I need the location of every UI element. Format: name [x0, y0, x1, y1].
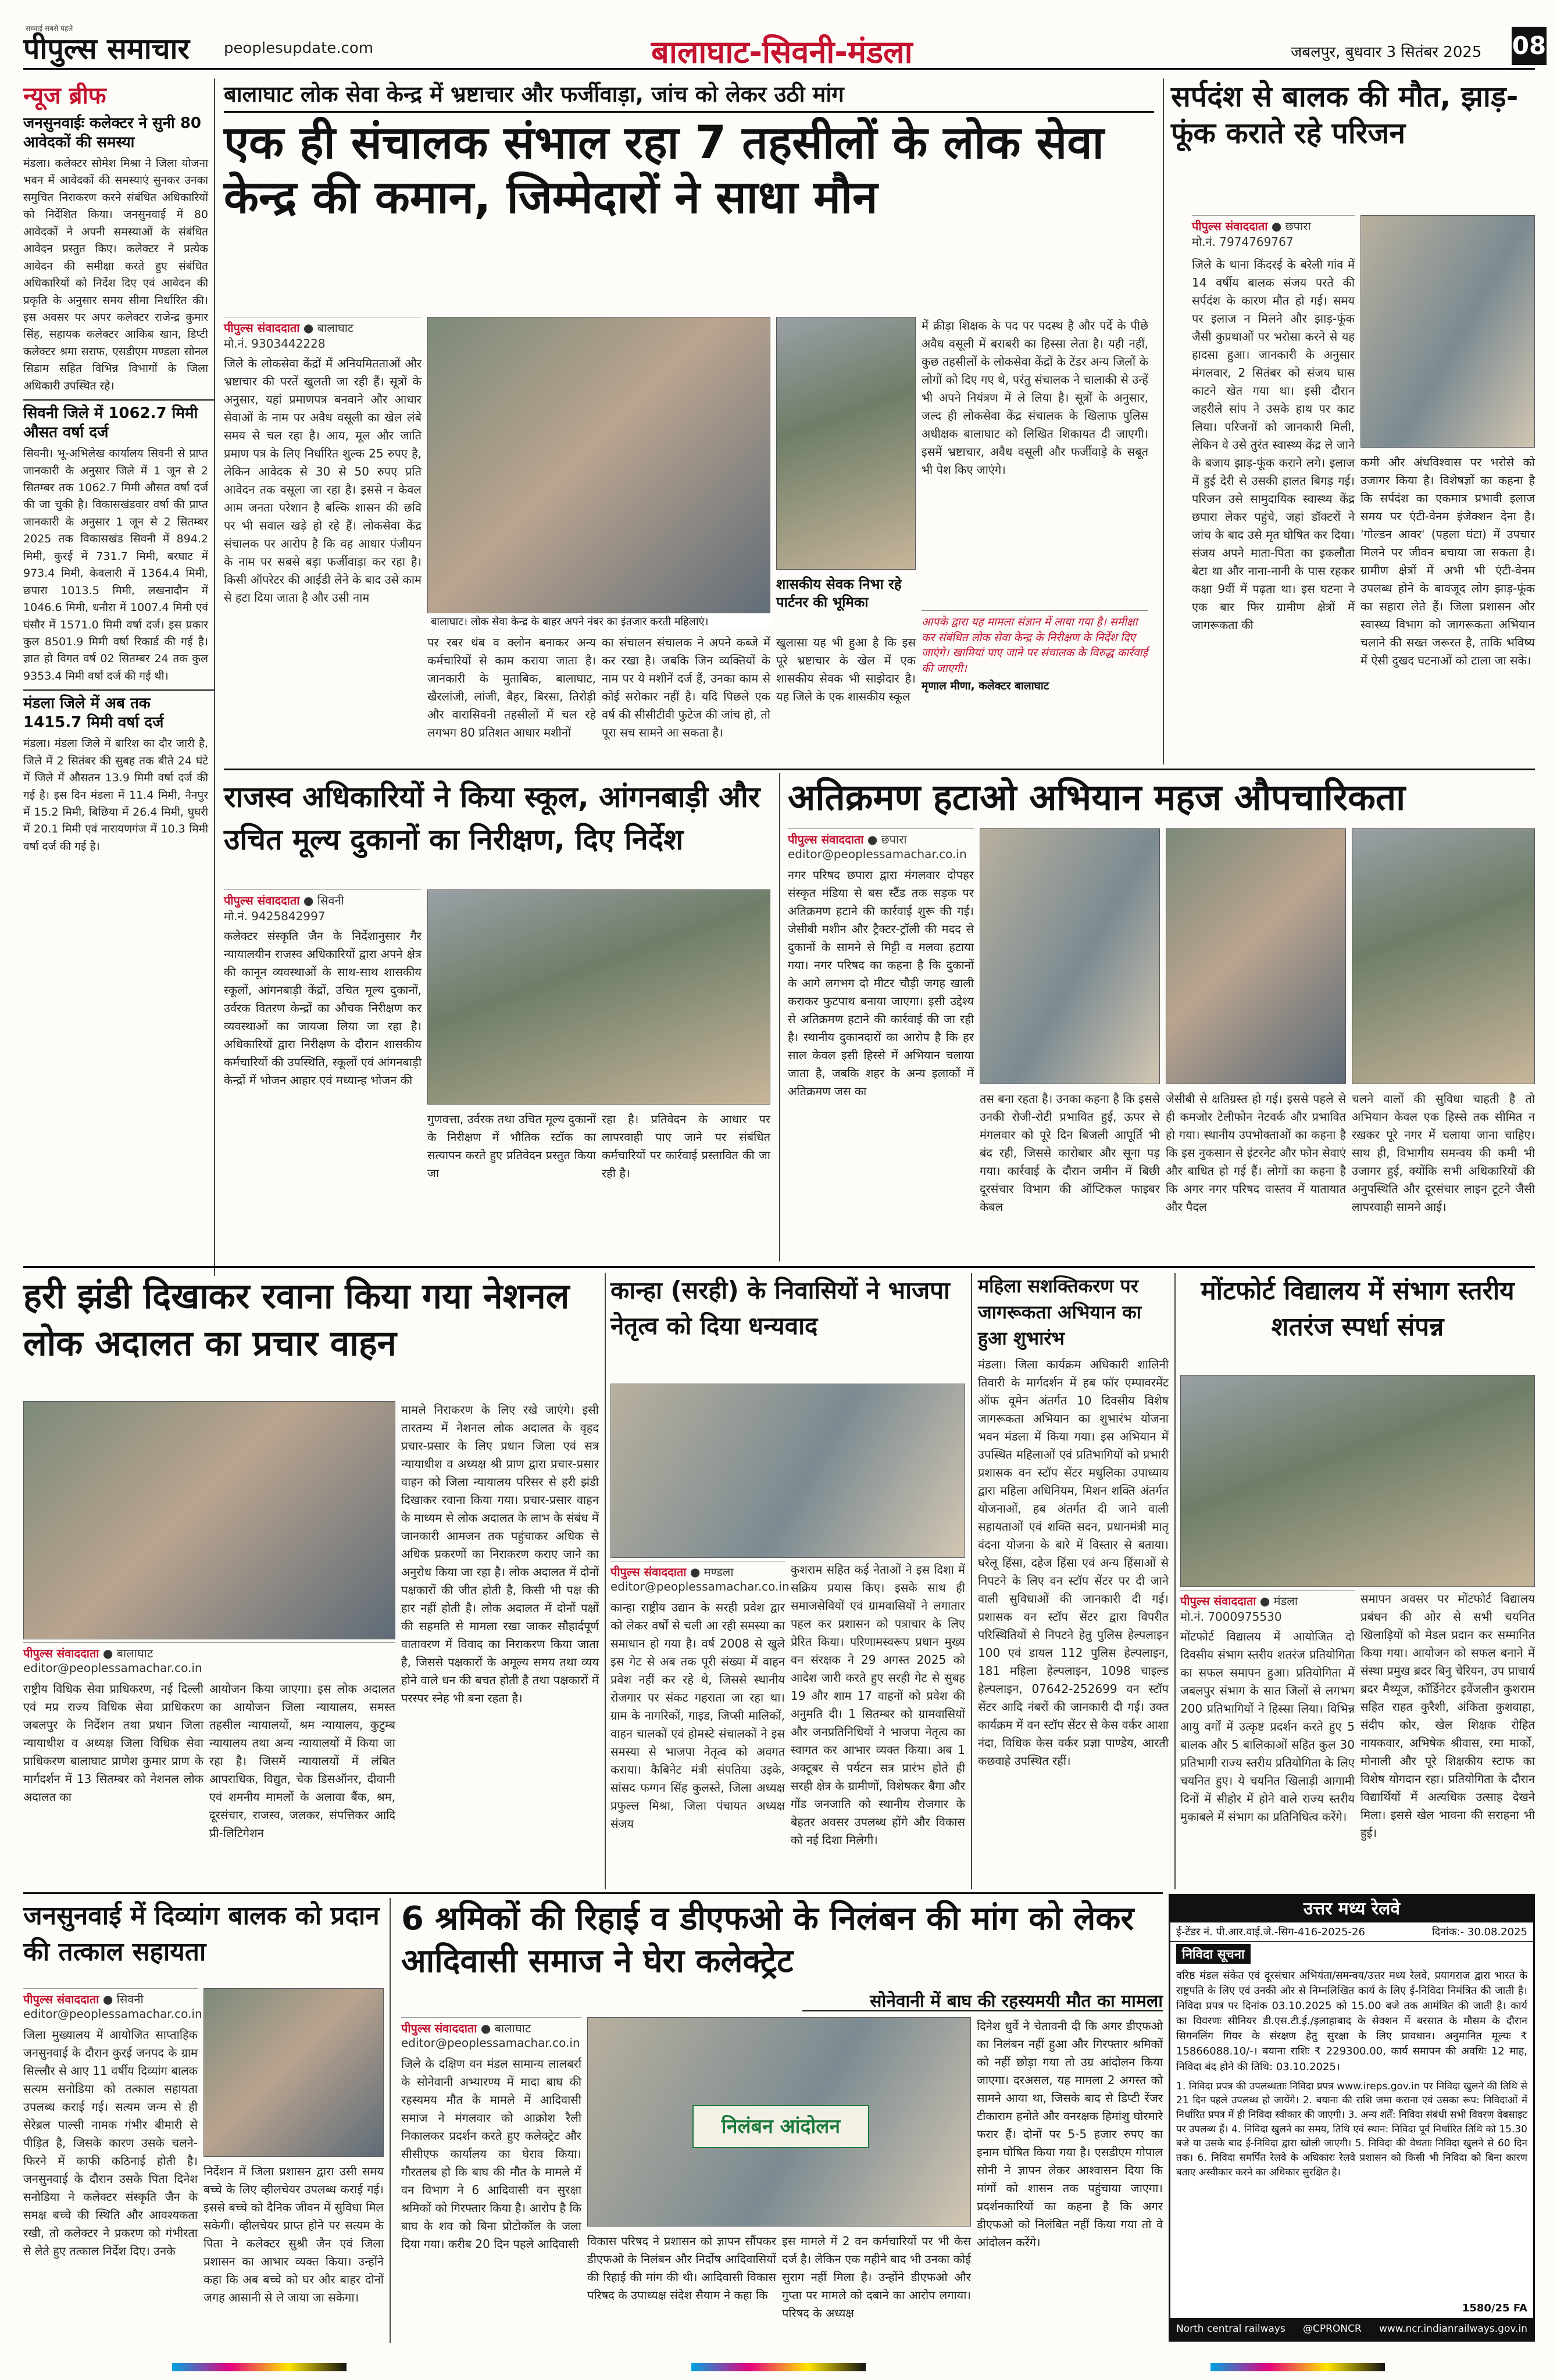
- kanha-col-1: कान्हा राष्ट्रीय उद्यान के सरही प्रवेश द्वार को लेकर वर्षों से चली आ रही समस्या का समाधान हो गया है। वर्ष 2008 से खुले इस गेट से अब तक पूरी संख्या में वाहन प्रवेश नहीं कर रहे थे, जिससे स्थानीय रोजगार पर संकट गहराता जा रहा था। ग्राम के नागरिकों, गाइड, जिप्सी मालिकों, वाहन चालकों एवं होमस्टे संचालकों ने इस समस्या से भाजपा नेतृत्व को अवगत कराया। कैबिनेट मंत्री संपतिया उइके, सांसद फग्गन सिंह कुलस्ते, जिला अध्यक्ष प्रफुल्ल मिश्रा, जिला पंचायत अध्यक्ष संजय: [610, 1600, 785, 1831]
- tribal-banner: निलंबन आंदोलन: [692, 2105, 869, 2148]
- railway-tender-ad: [1169, 1894, 1535, 2342]
- lead-col-1: जिले के लोकसेवा केंद्रों में अनियमितताओं और भ्रष्टाचार की परतें खुलती जा रही हैं। सूत्रों के अनुसार, यहां प्रमाणपत्र बनवाने और आधार सेवाओं के नाम पर अवैध वसूली का खेल लंबे समय से चल रहा है। आय, मूल और जाति प्रमाण पत्र के लिए निर्धारित शुल्क 25 रुपए है, लेकिन आवेदक से 30 से 50 रुपए प्रति आवेदन तक वसूला जा रहा है। इससे न केवल आम जनता परेशान है बल्कि शासन की छवि पर भी सवाल खड़े हो रहे हैं। लोकसेवा केंद्र संचालक पर आरोप है कि वह आधार पंजीयन के नाम पर सबसे बड़ा फर्जीवाड़ा कर रहा है। किसी ऑपरेटर की आईडी लेने के बाद उसे काम से हटा दिया जाता है और उसी नाम: [224, 356, 422, 605]
- revenue-headline: राजस्व अधिकारियों ने किया स्कूल, आंगनबाड़ी और उचित मूल्य दुकानों का निरीक्षण, दिए निर्देश: [224, 780, 760, 856]
- encroachment-col-2: तस बना रहता है। उनका कहना है कि इससे उनकी रोजी-रोटी प्रभावित हुई, ऊपर से मंगलवार को पूरे दिन बिजली आपूर्ति भी बंद रही, जिससे कारोबार और सूना पड़ गया। कार्रवाई के दौरान जमीन में बिछी दूरसंचार विभाग की ऑप्टिकल फाइबर केबल: [980, 1092, 1160, 1214]
- railway-ad-body-2: 1. निविदा प्रपत्र की उपलब्धताः निविदा प्रपत्र www.ireps.gov.in पर निविदा खुलने की तिथि से 21 दिन पहले उपलब्ध हो जायेंगे। 2. बयाना की राशि जमा कराना एवं उसका रूप: निविदाओं में निर्धारित प्रपत्र में ही निविदा स्वीकार की जाएगी। 3. अन्य शर्तें: निविदा संबंधी सभी विवरण वेबसाइट पर उपलब्ध हैं। 4. निविदा खुलने का समय, तिथि एवं स्थान: निविदा पूर्व निर्धारित तिथि को 15.30 बजे या उसके बाद ई-निविदा द्वारा खोली जाएगी। 5. निविदा की वैधताः निविदा खुलने से 60 दिन तक। 6. निविदा समर्पित रेलवे के अधिकारः रेलवे प्रशासन को किसी भी निविदा को बिना कारण बताए अस्वीकार करने का अधिकार सुरक्षित है।: [1176, 2080, 1528, 2178]
- color-strip-2: [691, 2363, 866, 2371]
- lead-photo-caption: बालाघाट। लोक सेवा केन्द्र के बाहर अपने नंबर का इंतजार करती महिलाएं।: [427, 613, 770, 628]
- divider-3: [23, 1892, 1163, 1894]
- tribal-col-4: दिनेश धुर्वे ने चेतावनी दी कि अगर डीएफओ का निलंबन नहीं हुआ और गिरफ्तार श्रमिकों को नहीं छोड़ा गया तो उग्र आंदोलन किया जाएगा। दरअसल, यह मामला 2 अगस्त को सामने आया था, जिसके बाद से डिप्टी रेंजर टीकाराम हनोते और वनरक्षक हिमांशु घोरमारे फरार हैं। दोनों पर 5-5 हजार रुपए का इनाम घोषित किया गया है। एसडीएम गोपाल सोनी ने ज्ञापन लेकर आश्वासन दिया कि मांगों को शासन तक पहुंचाया जाएगा। प्रदर्शनकारियों का कहना है कि अगर डीएफओ को निलंबित नहीं किया गया तो वे आंदोलन करेंगे।: [977, 2019, 1163, 2249]
- chess-byline-name: पीपुल्स संवाददाता: [1180, 1594, 1256, 1608]
- brief-3-text: मंडला। मंडला जिले में बारिश का दौर जारी है, जिले में 2 सितंबर की सुबह तक बीते 24 घंटे में जिले में औसतन 13.9 मिमी वर्षा दर्ज की गई है। इस दिन मंडला में 11.4 मिमी, नैनपुर में 15.2 मिमी, बिछिया में 26.4 मिमी, घुघरी में 20.1 मिमी एवं नारायणगंज में 10.3 मिमी वर्षा दर्ज की गई है।: [23, 737, 208, 853]
- lead-mobile: मो.नं. 9303442228: [224, 337, 326, 351]
- railway-ad-ref: 1580/25 FA: [1462, 2302, 1527, 2314]
- snakebite-byline-name: पीपुल्स संवाददाता: [1192, 219, 1268, 233]
- brief-2-text: सिवनी। भू-अभिलेख कार्यालय सिवनी से प्राप्त जानकारी के अनुसार जिले में 1 जून से 2 सितम्बर तक 1062.7 मिमी औसत वर्षा दर्ज की जा चुकी है। विकासखंडवार वर्षा की प्राप्त जानकारी के अनुसार 1 जून से 2 सितम्बर 2025 तक विकासखंड सिवनी में 894.2 मिमी, कुरई में 731.7 मिमी, बरघाट में 973.4 मिमी, केवलारी में 1364.4 मिमी, छपारा 1013.5 मिमी, लखनादौन में 1046.6 मिमी, धनौरा में 1007.4 मिमी एवं घंसौर में 1571.0 मिमी वर्षा दर्ज। इस प्रकार कुल 8501.9 मिमी वर्षा रिकार्ड की गई है। ज्ञात हो विगत वर्ष 02 सितम्बर 24 तक कुल 9353.4 मिमी वर्षा दर्ज की गई थी।: [23, 447, 208, 682]
- lok-adalat-photo: [23, 1401, 395, 1639]
- lead-byline-name: पीपुल्स संवाददाता: [224, 321, 300, 335]
- women-text: मंडला। जिला कार्यक्रम अधिकारी शालिनी तिवारी के मार्गदर्शन में हब फॉर एम्पावरमेंट ऑफ वूमेन अंतर्गत 10 दिवसीय विशेष जागरूकता अभियान का शुभारंभ योजना भवन मंडला में किया गया। इस अभियान में उपस्थित महिलाओं एवं प्रतिभागियों को प्रभारी प्रशासक वन स्टॉप सेंटर मधुलिका उपाध्याय द्वारा महिला अधिनियम, मिशन शक्ति अंतर्गत योजनाओं, हब अंतर्गत दी जाने वाली सहायताओं एवं शक्ति सदन, प्रधानमंत्री मातृ वंदना योजना के बारे में विस्तार से बताया। घरेलू हिंसा, दहेज हिंसा एवं अन्य हिंसाओं से निपटने के लिए वन स्टॉप सेंटर पर दी जाने वाली सुविधाओं की जानकारी दी गई। प्रशासक वन स्टॉप सेंटर द्वारा विपरीत परिस्थितियों से निपटने हेतु पुलिस हेल्पलाइन 100 एवं डायल 112 पुलिस हेल्पलाइन, 181 महिला हेल्पलाइन, 1098 चाइल्ड हेल्पलाइन, 07642-252699 वन स्टॉप सेंटर आदि नंबरों की जानकारी दी गई। उक्त कार्यक्रम में वन स्टॉप सेंटर से केस वर्कर आशा नंदा, विधिक केस वर्कर प्रज्ञा पाण्डेय, आरती कछवाहे उपस्थित रहीं।: [978, 1357, 1169, 1768]
- tribal-place: बालाघाट: [494, 2021, 531, 2035]
- lead-byline: पीपुल्स संवाददाता ● बालाघाट मो.नं. 9303442228: [224, 317, 422, 352]
- lead-place: बालाघाट: [317, 321, 354, 335]
- railway-ad-header: उत्तर मध्य रेलवे: [1170, 1896, 1533, 1922]
- divider-1: [224, 769, 1535, 770]
- color-strip-1: [172, 2363, 347, 2371]
- lead-subhead: शासकीय सेवक निभा रहे पार्टनर की भूमिका: [776, 576, 902, 611]
- kanha-place: मण्डला: [703, 1565, 734, 1579]
- lead-col-4: खुलासा यह भी हुआ है कि इस पूरे भ्रष्टाचार के खेल में एक शासकीय सेवक भी साझेदार है। यह जिले के एक शासकीय स्कूल: [776, 635, 916, 703]
- revenue-byline: पीपुल्स संवाददाता ● सिवनी मो.नं. 9425842997: [224, 889, 422, 924]
- railway-notice-title: निविदा सूचना: [1176, 1944, 1251, 1964]
- brief-2-title: सिवनी जिले में 1062.7 मिमी औसत वर्षा दर्ज: [23, 399, 214, 442]
- masthead: [23, 23, 1547, 70]
- lok-adalat-byline-name: पीपुल्स संवाददाता: [23, 1646, 99, 1660]
- kanha-byline: पीपुल्स संवाददाता ● मण्डला editor@peoplessamachar.co.in: [610, 1561, 785, 1596]
- revenue-col-2: गुणवत्ता, उर्वरक तथा उचित मूल्य दुकानों के निरीक्षण में भौतिक स्टॉक का सत्यापन करते हुए प्रतिवेदन प्रस्तुत किया जा: [427, 1112, 596, 1180]
- tribal-col-3: इस मामले में 2 वन कर्मचारियों पर भी केस दर्ज है। लेकिन एक महीने बाद भी उनका कोई सुराग नहीं मिला है। उन्होंने डीएफओ और गुप्ता पर मामले को दबाने का आरोप लगाया। परिषद के अध्यक्ष: [782, 2234, 971, 2320]
- railway-footer-left: North central railways: [1176, 2323, 1285, 2335]
- snakebite-byline: पीपुल्स संवाददाता ● छपारा मो.नं. 7974769767: [1192, 215, 1355, 250]
- tribal-byline-name: पीपुल्स संवाददाता: [401, 2021, 477, 2035]
- snakebite-col-1: जिले के थाना किंदरई के बरेली गांव में 14 वर्षीय बालक संजय परते की सर्पदंश के कारण मौत हो गई। समय पर इलाज न मिलने और झाड़-फूंक जैसी कुप्रथाओं पर भरोसा करने से यह हादसा हुआ। जानकारी के अनुसार मंगलवार, 2 सितंबर को संजय घास काटने खेत गया था। इसी दौरान जहरीले सांप ने उसके हाथ पर काट लिया। परिजनों को जानकारी मिली, लेकिन वे उसे तुरंत स्वास्थ्य केंद्र ले जाने के बजाय झाड़-फूंक कराने लगे। इलाज में हुई देरी से उसकी हालत बिगड़ गई। परिजन उसे सामुदायिक स्वास्थ्य केंद्र छपारा लेकर पहुंचे, जहां डॉक्टरों ने जांच के बाद उसे मृत घोषित कर दिया। संजय अपने माता-पिता का इकलौता बेटा था और नाना-नानी के पास रहकर कक्षा 9वीं में पढ़ता था। इस घटना ने एक बार फिर ग्रामीण क्षेत्रों में जागरूकता की: [1192, 258, 1355, 632]
- lead-quote-by: मृणाल मीणा, कलेक्टर बालाघाट: [922, 680, 1049, 693]
- railway-footer-right[interactable]: www.ncr.indianrailways.gov.in: [1379, 2323, 1527, 2335]
- kanha-col-2: कुशराम सहित कई नेताओं ने इस दिशा में सक्रिय प्रयास किए। इसके साथ ही समाजसेवियों एवं ग्रामवासियों ने लगातार पहल कर प्रशासन को पत्राचार के लिए प्रेरित किया। परिणामस्वरूप प्रधान मुख्य वन संरक्षक ने 29 अगस्त 2025 को आदेश जारी करते हुए सरही गेट से सुबह 19 और शाम 17 वाहनों को प्रवेश की अनुमति दी। 1 सितम्बर को ग्रामवासियों और जनप्रतिनिधियों ने भाजपा नेतृत्व का स्वागत कर आभार व्यक्त किया। अब 1 अक्टूबर से पर्यटन सत्र प्रारंभ होते ही सरही क्षेत्र के ग्रामीणों, विशेषकर बैगा और गोंड जनजाति को स्थानीय रोजगार के बेहतर अवसर उपलब्ध होंगे और विकास को नई दिशा मिलेगी।: [791, 1563, 965, 1847]
- lead-col-5: में क्रीड़ा शिक्षक के पद पर पदस्थ है और पर्दे के पीछे अवैध वसूली में बराबरी का हिस्सा लेता है। यही नहीं, कुछ तहसीलों के लोकसेवा केंद्रों के टेंडर अन्य जिलों के लोगों को दिए गए थे, परंतु संचालक ने चालाकी से उन्हें भी अपने नियंत्रण में ले लिया है। सूत्रों के अनुसार, जल्द ही लोकसेवा केंद्र संचालक के खिलाफ पुलिस अधीक्षक बालाघाट को लिखित शिकायत दी जाएगी। इसमें भ्रष्टाचार, अवैध वसूली और फर्जीवाड़े के सबूत भी पेश किए जाएंगे।: [922, 319, 1148, 477]
- encroachment-col-3: जेसीबी से क्षतिग्रस्त हो गई। इससे पहले से ही कमजोर टेलीफोन नेटवर्क और प्रभावित हो गया। स्थानीय उपभोक्ताओं का कहना है कि इस नुकसान से इंटरनेट और फोन सेवाएं और बाधित हो गई हैं। लोगों का कहना है कि अगर नगर परिषद वास्तव में यातायात और पैदल: [1166, 1092, 1346, 1214]
- divyang-byline-name: पीपुल्स संवाददाता: [23, 1992, 99, 2006]
- lok-adalat-email[interactable]: editor@peoplessamachar.co.in: [23, 1661, 202, 1675]
- chess-col-2: समापन अवसर पर मोंटफोर्ट विद्यालय प्रबंधन की ओर से सभी चयनित खिलाड़ियों को मेडल प्रदान कर सम्मानित किया गया। आयोजन को सफल बनाने में संस्था प्रमुख ब्रदर बिनु चेरियन, उप प्राचार्य ब्रदर मैथ्यूज, कॉर्डिनेटर इवेंजलीन कुशराम सहित राहत कुरैशी, अंकिता कुशवाहा, संदीप कोर, खेल शिक्षक रोहित नायकवार, अभिषेक श्रीवास, रमा मार्को, मोनाली और पूरे शिक्षकीय स्टाफ का विशेष योगदान रहा। प्रतियोगिता के दौरान विद्यार्थियों में अत्यधिक उत्साह देखने मिला। इससे खेल भावना की सराहना भी हुई।: [1360, 1592, 1535, 1840]
- encroachment-place: छपारा: [881, 832, 907, 846]
- tribal-email[interactable]: editor@peoplessamachar.co.in: [401, 2036, 580, 2050]
- lok-adalat-col-2: मामले निराकरण के लिए रखे जाएंगे। इसी तारतम्य में नेशनल लोक अदालत के वृहद प्रचार-प्रसार के लिए प्रधान जिला एवं सत्र न्यायाधीश व अध्यक्ष श्री प्राण द्वारा प्रचार-प्रसार वाहन को जिला न्यायालय परिसर से हरी झंडी दिखाकर रवाना किया गया। प्रचार-प्रसार वाहन के माध्यम से लोक अदालत के लाभ के संबंध में जानकारी आमजन तक पहुंचाकर अधिक से अधिक प्रकरणों का निराकरण कराए जाने का अनुरोध किया जा रहा है। लोक अदालत में दोनों पक्षकारों की जीत होती है, किसी भी पक्ष की हार नहीं होती है। लोक अदालत में दोनों पक्षों की सहमति से मामला रखा जाकर सौहार्दपूर्ण वातावरण में विवाद का निराकरण किया जाता है, जिससे पक्षकारों के अमूल्य समय तथा व्यय होने वाले धन की बचत होती है तथा पक्षकारों में परस्पर स्नेह भी बना रहता है।: [401, 1403, 599, 1705]
- newspaper-logo: पीपुल्स समाचार: [23, 32, 190, 66]
- chess-mobile: मो.नं. 7000975530: [1180, 1610, 1282, 1624]
- encroachment-headline: अतिक्रमण हटाओ अभियान महज औपचारिकता: [788, 776, 1406, 819]
- lead-col-2: पर रबर थंब व क्लोन बनाकर अन्य कर्मचारियों से काम कराया जाता है। जानकारी के मुताबिक, बालाघाट, खैरलांजी, लांजी, बैहर, बिरसा, तिरोड़ी और वारासिवनी तहसीलों में चल रहे लगभग 80 प्रतिशत आधार मशीनों: [427, 635, 596, 739]
- news-brief-column: [23, 78, 215, 1276]
- tribal-col-2: विकास परिषद ने प्रशासन को ज्ञापन सौंपकर डीएफओ के निलंबन और निर्दोष आदिवासियों की रिहाई की मांग की थी। आदिवासी विकास परिषद के उपाध्यक्ष संदेश सैयाम ने कहा कि: [587, 2234, 776, 2302]
- revenue-col-1: कलेक्टर संस्कृति जैन के निर्देशानुसार गैर न्यायालयीन राजस्व अधिकारियों द्वारा अपने क्षेत्र की कानून व्यवस्थाओं के साथ-साथ शासकीय स्कूलों, आंगनबाड़ी केंद्रों, उचित मूल्य दुकानों, उर्वरक वितरण केन्द्रों का औचक निरीक्षण कर व्यवस्थाओं का जायजा लिया जा रहा है। अधिकारियों द्वारा निरीक्षण के दौरान शासकीय कर्मचारियों की उपस्थिति, स्कूलों एवं आंगनबाड़ी केन्द्रों में भोजन आहार एवं मध्यान्ह भोजन की: [224, 929, 422, 1087]
- snakebite-col-2: कमी और अंधविश्वास पर भरोसे को उजागर किया है। विशेषज्ञों का कहना है कि सर्पदंश का एकमात्र प्रभावी इलाज समय पर एंटी-वेनम इंजेक्शन देना है। 'गोल्डन आवर' (पहला घंटा) में उपचार मिलने पर जीवन बचाया जा सकता है। ग्रामीण क्षेत्रों में अभी भी एंटी-वेनम उपलब्ध होने के बावजूद लोग झाड़-फूंक का सहारा लेते हैं। जिला प्रशासन और स्वास्थ्य विभाग को जागरूकता अभियान चलाने की सख्त जरूरत है, ताकि भविष्य में ऐसी दुखद घटनाओं को टाला जा सके।: [1360, 455, 1535, 667]
- lok-adalat-col-3: आयोजन किया जाएगा। इस लोक अदालत का आयोजन जिला न्यायालय, समस्त तहसील न्यायालयों, श्रम न्यायालय, कुटुम्ब न्यायालय तथा अन्य न्यायालयों में किया जा रहा है। जिसमें न्यायालयों में लंबित आपराधिक, विद्युत, चेक डिसऑनर, दीवानी एवं शमनीय मामलों के अलावा बैंक, श्रम, दूरसंचार, राजस्व, जलकर, संपत्तिकर आदि प्री-लिटिगेशन: [209, 1682, 395, 1840]
- lok-adalat-headline: हरी झंडी दिखाकर रवाना किया गया नेशनल लोक अदालत का प्रचार वाहन: [23, 1276, 570, 1364]
- dateline: जबलपुर, बुधवार 3 सितंबर 2025: [1291, 44, 1482, 61]
- chess-headline: मोंटफोर्ट विद्यालय में संभाग स्तरीय शतरंज स्पर्धा संपन्न: [1201, 1276, 1515, 1342]
- brief-3-title: मंडला जिले में अब तक 1415.7 मिमी वर्षा दर्ज: [23, 689, 214, 732]
- snakebite-place: छपारा: [1285, 219, 1311, 233]
- divyang-byline: पीपुल्स संवाददाता ● सिवनी editor@peoplessamachar.co.in: [23, 1988, 198, 2023]
- women-story: [971, 1273, 1169, 1889]
- brief-1-text: मंडला। कलेक्टर सोमेश मिश्रा ने जिला योजना भवन में आवेदकों की समस्याएं सुनकर उनका समुचित निराकरण करने संबंधित अधिकारियों को निर्देशित किया। जनसुनवाई में 80 आवेदकों ने अपनी समस्याओं के संबंधित आवेदन प्रस्तुत किए। कलेक्टर ने प्रत्येक आवेदन की समीक्षा करते हुए संबंधित अधिकारियों को निर्देश दिए एवं आवेदन की प्रकृति के अनुसार समय सीमा निर्धारित की। इस अवसर पर अपर कलेक्टर राजेन्द्र कुमार सिंह, सहायक कलेक्टर आकिब खान, डिप्टी कलेक्टर श्रमा सराफ, एसडीएम मण्डला सोनल सिडाम सहित विभिन्न विभागों के जिला अधिकारी उपस्थित रहे।: [23, 157, 208, 392]
- revenue-place: सिवनी: [317, 894, 344, 907]
- color-strip-3: [1210, 2363, 1385, 2371]
- revenue-photo: [427, 889, 770, 1105]
- encroachment-byline-name: पीपुल्स संवाददाता: [788, 832, 864, 846]
- divyang-email[interactable]: editor@peoplessamachar.co.in: [23, 2007, 202, 2021]
- chess-photo: [1180, 1375, 1535, 1587]
- lead-photo: [427, 317, 770, 628]
- kanha-headline: कान्हा (सरही) के निवासियों ने भाजपा नेतृत्व को दिया धन्यवाद: [610, 1276, 950, 1340]
- encroachment-photo-1: [980, 828, 1160, 1084]
- divider-2: [23, 1266, 1535, 1268]
- chess-place: मंडला: [1273, 1594, 1298, 1608]
- divyang-photo: [203, 1988, 384, 2157]
- railway-ad-footer: [1170, 2318, 1533, 2340]
- logo-tagline: सच्चाई सबसे पहले: [26, 24, 73, 33]
- brief-1-title: जनसुनवाईः कलेक्टर ने सुनी 80 आवेदकों की समस्या: [23, 115, 201, 151]
- divyang-col-2: निर्देशन में जिला प्रशासन द्वारा उसी समय बच्चे के लिए व्हीलचेयर उपलब्ध कराई गई। इससे बच्चे को दैनिक जीवन में सुविधा मिल सकेगी। व्हीलचेयर प्राप्त होने पर सत्यम के पिता ने कलेक्टर सुश्री जैन एवं जिला प्रशासन का आभार व्यक्त किया। उन्होंने कहा कि अब बच्चे को घर और बाहर दोनों जगह आसानी से ले जाया जा सकेगा।: [203, 2164, 384, 2304]
- divyang-col-1: जिला मुख्यालय में आयोजित साप्ताहिक जनसुनवाई के दौरान कुरई जनपद के ग्राम सिल्लौर से आए 11 वर्षीय दिव्यांग बालक सत्यम सनोडिया को तत्काल सहायता उपलब्ध कराई गई। सत्यम जन्म से ही सेरेब्रल पाल्सी नामक गंभीर बीमारी से पीड़ित है, जिसके कारण उसके चलने-फिरने में काफी कठिनाई होती है। जनसुनवाई के दौरान उसके पिता दिनेश सनोडिया ने कलेक्टर संस्कृति जैन के समक्ष बच्चे की स्थिति और आवश्यकता रखी, तो कलेक्टर ने प्रकरण को गंभीरता से लेते हुए तत्काल निर्देश दिए। उनके: [23, 2028, 198, 2258]
- chess-byline: पीपुल्स संवाददाता ● मंडला मो.नं. 7000975530: [1180, 1590, 1355, 1625]
- tribal-byline: पीपुल्स संवाददाता ● बालाघाट editor@peoplessamachar.co.in: [401, 2017, 581, 2052]
- kanha-photo: [610, 1384, 965, 1558]
- encroachment-col-4: चलने वालों की सुविधा चाहती है तो अभियान केवल एक हिस्से तक सीमित न रखकर पूरे नगर में चलाया जाना चाहिए। साथ ही, विभागीय समन्वय की कमी भी उजागर हुई, क्योंकि सभी अधिकारियों की अनुपस्थिति और दूरसंचार लाइन टूटने जैसी लापरवाही सामने आई।: [1352, 1092, 1535, 1214]
- women-headline: महिला सशक्तिकरण पर जागरूकता अभियान का हुआ शुभारंभ: [978, 1275, 1142, 1349]
- kanha-email[interactable]: editor@peoplessamachar.co.in: [610, 1579, 790, 1593]
- railway-tender-date: दिनांक:- 30.08.2025: [1431, 1926, 1527, 1938]
- encroachment-col-1: नगर परिषद छपारा द्वारा मंगलवार दोपहर संस्कृत मंडिया से बस स्टैंड तक सड़क पर अतिक्रमण हटाने की कार्रवाई शुरू की गई। जेसीबी मशीन और ट्रैक्टर-ट्रॉली की मदद से दुकानों के सामने से मिट्टी व मलवा हटाया गया। नगर परिषद का कहना है कि दुकानों के आगे लगभग दो मीटर चौड़ी जगह खाली कराकर फुटपाथ बनाया जाएगा। इसी उद्देश्य से अतिक्रमण हटाने की कार्रवाई की जा रही है। स्थानीय दुकानदारों का आरोप है कि हर साल केवल इसी हिस्से में अभियान चलाया जाता है, जबकि शहर के अन्य इलाकों में अतिक्रमण जस का: [788, 868, 974, 1098]
- print-registration-bar: [0, 2360, 1557, 2374]
- tribal-col-1: जिले के दक्षिण वन मंडल सामान्य लालबर्रा के सोनेवानी अभ्यारण्य में मादा बाघ की रहस्यमय मौत के मामले में आदिवासी समाज ने मंगलवार को आक्रोश रैली निकालकर प्रदर्शन करते हुए कलेक्ट्रेट और सीसीएफ कार्यालय का घेराव किया। गौरतलब हो कि बाघ की मौत के मामले में वन विभाग ने 6 आदिवासी वन सुरक्षा श्रमिकों को गिरफ्तार किया है। आरोप है कि बाघ के शव को बिना प्रोटोकॉल के जला दिया गया। करीब 20 दिन पहले आदिवासी: [401, 2057, 581, 2251]
- tribal-subhead: सोनेवानी में बाघ की रहस्यमयी मौत का मामला: [802, 1988, 1163, 2011]
- encroachment-byline: पीपुल्स संवाददाता ● छपारा editor@peoplessamachar.co.in: [788, 828, 974, 863]
- divyang-place: सिवनी: [116, 1992, 144, 2006]
- snakebite-photo: [1360, 215, 1535, 448]
- lead-photo-2: [776, 317, 916, 570]
- railway-tender-no: ई-टेंडर नं. पी.आर.वाई.जे.-सिग-416-2025-26: [1176, 1926, 1365, 1938]
- snakebite-headline: सर्पदंश से बालक की मौत, झाड़-फूंक कराते रहे परिजन: [1171, 80, 1519, 150]
- encroachment-photo-3: [1352, 828, 1535, 1084]
- railway-footer-mid[interactable]: @CPRONCR: [1303, 2323, 1362, 2335]
- chess-col-1: मोंटफोर्ट विद्यालय में आयोजित दो दिवसीय संभाग स्तरीय शतरंज प्रतियोगिता का सफल समापन हुआ। प्रतियोगिता में जबलपुर संभाग के सात जिलों से लगभग 200 प्रतिभागियों ने हिस्सा लिया। विभिन्न आयु वर्गों में उत्कृष्ट प्रदर्शन करते हुए 5 बालक और 5 बालिकाओं सहित कुल 30 प्रतिभागी राज्य स्तरीय प्रतियोगिता के लिए चयनित हुए। ये चयनित खिलाड़ी आगामी दिनों में सीहोर में होने वाले राज्य स्तरीय मुकाबले में संभाग का प्रतिनिधित्व करेंगे।: [1180, 1629, 1355, 1824]
- lok-adalat-col-1: राष्ट्रीय विधिक सेवा प्राधिकरण, नई दिल्ली एवं मप्र राज्य विधिक सेवा प्राधिकरण जबलपुर के निर्देशन तथा प्रधान जिला न्यायाधीश व अध्यक्ष जिला विधिक सेवा प्राधिकरण बालाघाट प्राणेश कुमार प्राण के मार्गदर्शन में 13 सितम्बर को नेशनल लोक अदालत का: [23, 1682, 203, 1804]
- snakebite-mobile: मो.नं. 7974769767: [1192, 235, 1294, 249]
- lead-col-3: का संचालन संचालक ने अपने कब्जे में कर रखा है। जबकि जिन व्यक्तियों के नाम पर ये मशीनें दर्ज हैं, उनका काम से कोई सरोकार नहीं है। यदि पिछले एक वर्ष की सीसीटीवी फुटेज की जांच हो, तो पूरा सच सामने आ सकता है।: [602, 635, 770, 739]
- divyang-headline: जनसुनवाई में दिव्यांग बालक को प्रदान की तत्काल सहायता: [23, 1901, 380, 1967]
- section-title: बालाघाट-सिवनी-मंडला: [651, 34, 913, 70]
- news-brief-label: न्यूज ब्रीफ: [23, 83, 106, 109]
- revenue-byline-name: पीपुल्स संवाददाता: [224, 894, 300, 907]
- lead-quote: आपके द्वारा यह मामला संज्ञान में लाया गया है। समीक्षा कर संबंधित लोक सेवा केन्द्र के निरीक्षण के निर्देश दिए जाएंगे। खामियां पाए जाने पर संचालक के विरुद्ध कार्रवाई की जाएगी।: [922, 616, 1148, 675]
- encroachment-email[interactable]: editor@peoplessamachar.co.in: [788, 847, 967, 861]
- lead-quote-box: [922, 610, 1148, 764]
- kanha-byline-name: पीपुल्स संवाददाता: [610, 1565, 687, 1579]
- lok-adalat-byline: पीपुल्स संवाददाता ● बालाघाट editor@peoplessamachar.co.in: [23, 1642, 395, 1677]
- lead-headline: एक ही संचालक संभाल रहा 7 तहसीलों के लोक सेवा केन्द्र की कमान, जिम्मेदारों ने साधा मौन: [224, 117, 1104, 224]
- lok-adalat-place: बालाघाट: [116, 1646, 153, 1660]
- page-number: 08: [1512, 27, 1547, 65]
- website-link[interactable]: peoplesupdate.com: [224, 40, 374, 57]
- railway-ad-tender-row: [1170, 1922, 1533, 1942]
- revenue-mobile: मो.नं. 9425842997: [224, 909, 326, 923]
- lead-kicker: बालाघाट लोक सेवा केन्द्र में भ्रष्टाचार और फर्जीवाड़ा, जांच को लेकर उठी मांग: [224, 78, 1154, 113]
- tribal-photo: [587, 2017, 971, 2227]
- encroachment-photo-2: [1166, 828, 1346, 1084]
- revenue-col-3: रहा है। प्रतिवेदन के आधार पर लापरवाही पाए जाने पर संबंधित कर्मचारियों पर कार्रवाई प्रस्तावित की जा रही है।: [602, 1112, 770, 1180]
- railway-ad-body: वरिष्ठ मंडल संकेत एवं दूरसंचार अभियंता/समन्वय/उत्तर मध्य रेलवे, प्रयागराज द्वारा भारत के राष्ट्रपति के लिए एवं उनकी ओर से निम्नलिखित कार्य के लिए ई-निविदा निमंत्रित की जाती है। निविदा प्रपत्र पर दिनांक 03.10.2025 को 15.00 बजे तक आमंत्रित की जाती है। कार्य का विवरणः सीनियर डी.एस.टी.ई./इलाहाबाद के सेक्शन में बरसात के मौसम के दौरान सिगनलिंग गियर के संरक्षण हेतु सुरक्षा के लिए प्रावधान। अनुमानित मूल्यः ₹ 15866088.10/-। बयाना राशिः ₹ 229300.00, कार्य समापन की अवधिः 12 माह, निविदा बंद होने की तिथि: 03.10.2025।: [1176, 1970, 1527, 2073]
- tribal-headline: 6 श्रमिकों की रिहाई व डीएफओ के निलंबन की मांग को लेकर आदिवासी समाज ने घेरा कलेक्ट्रेट: [401, 1900, 1134, 1980]
